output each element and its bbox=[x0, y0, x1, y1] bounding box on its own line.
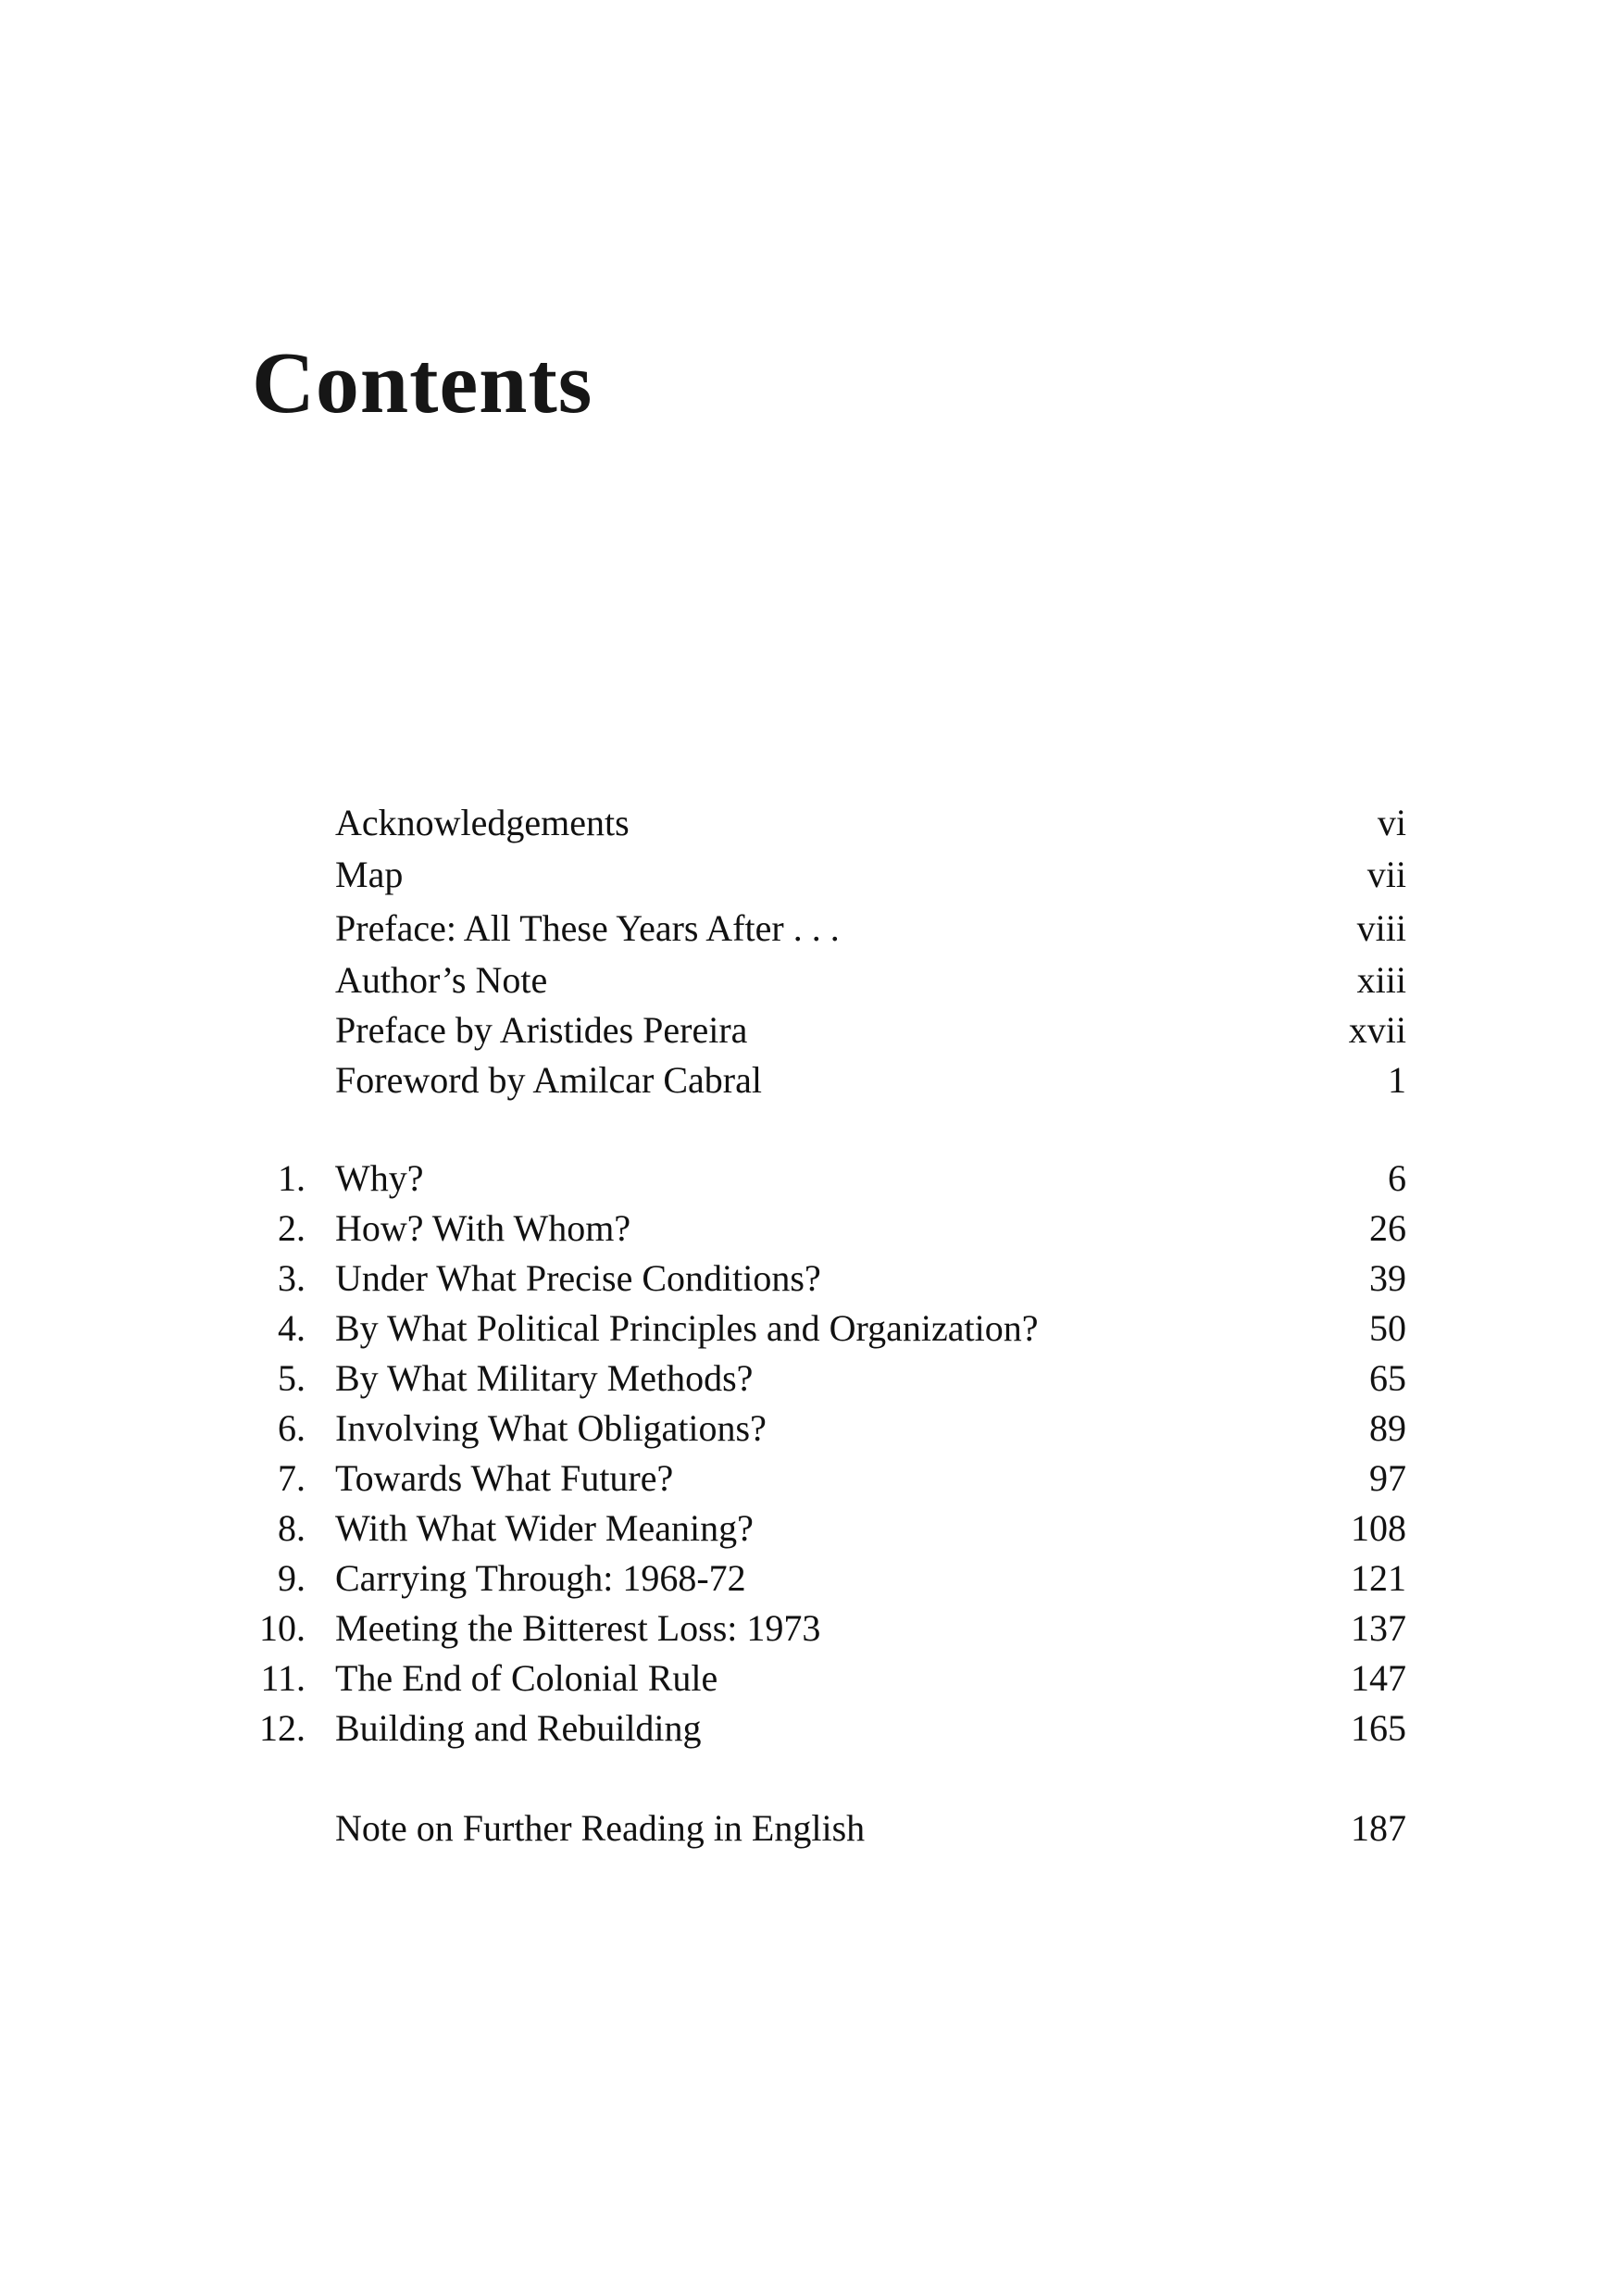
toc-chapter-7[interactable] bbox=[0, 1454, 1622, 1504]
toc-entry-preface-by-aristides-pereira[interactable] bbox=[0, 1005, 1622, 1055]
toc-chapter-1[interactable] bbox=[0, 1154, 1622, 1204]
chapter-number: 11. bbox=[260, 1657, 306, 1699]
toc-chapter-11[interactable] bbox=[0, 1653, 1622, 1703]
chapter-number: 4. bbox=[278, 1307, 306, 1349]
chapter-number: 6. bbox=[278, 1407, 306, 1449]
chapter-page: 97 bbox=[1369, 1457, 1406, 1499]
chapter-number: 8. bbox=[278, 1507, 306, 1549]
chapter-page: 65 bbox=[1369, 1357, 1406, 1399]
entry-page: vi bbox=[1377, 802, 1406, 843]
entry-page: vii bbox=[1366, 854, 1406, 895]
page-title: Contents bbox=[252, 334, 593, 431]
toc-chapter-3[interactable] bbox=[0, 1254, 1622, 1304]
chapter-number: 12. bbox=[259, 1707, 306, 1749]
chapter-title: With What Wider Meaning? bbox=[335, 1507, 754, 1549]
toc-entry-further-reading[interactable] bbox=[0, 1803, 1622, 1853]
entry-title: Author’s Note bbox=[335, 959, 548, 1001]
chapter-number: 9. bbox=[278, 1557, 306, 1599]
chapter-title: The End of Colonial Rule bbox=[335, 1657, 718, 1699]
chapter-title: Towards What Future? bbox=[335, 1457, 674, 1499]
toc-entry-map[interactable] bbox=[0, 850, 1622, 900]
toc-chapter-12[interactable] bbox=[0, 1703, 1622, 1753]
chapter-title: Building and Rebuilding bbox=[335, 1707, 702, 1749]
chapter-page: 165 bbox=[1351, 1707, 1406, 1749]
toc-chapter-2[interactable] bbox=[0, 1204, 1622, 1254]
chapter-title: Under What Precise Conditions? bbox=[335, 1257, 821, 1299]
toc-chapter-8[interactable] bbox=[0, 1504, 1622, 1554]
toc-entry-acknowledgements[interactable] bbox=[0, 798, 1622, 848]
entry-title: Foreword by Amilcar Cabral bbox=[335, 1059, 762, 1101]
chapter-title: By What Military Methods? bbox=[335, 1357, 754, 1399]
chapter-page: 89 bbox=[1369, 1407, 1406, 1449]
chapter-number: 5. bbox=[278, 1357, 306, 1399]
entry-title: Note on Further Reading in English bbox=[335, 1807, 866, 1849]
chapter-number: 7. bbox=[278, 1457, 306, 1499]
chapter-number: 1. bbox=[278, 1157, 306, 1199]
chapter-page: 6 bbox=[1388, 1157, 1406, 1199]
chapter-number: 3. bbox=[278, 1257, 306, 1299]
entry-page: xvii bbox=[1348, 1009, 1406, 1051]
toc-chapter-6[interactable] bbox=[0, 1404, 1622, 1454]
toc-chapter-10[interactable] bbox=[0, 1603, 1622, 1653]
entry-title: Preface: All These Years After . . . bbox=[335, 907, 840, 949]
chapter-number: 2. bbox=[278, 1207, 306, 1249]
chapter-title: By What Political Principles and Organization? bbox=[335, 1307, 1039, 1349]
entry-title: Map bbox=[335, 854, 404, 895]
entry-page: 1 bbox=[1388, 1059, 1406, 1101]
toc-entry-authors-note[interactable] bbox=[0, 955, 1622, 1005]
chapter-page: 39 bbox=[1369, 1257, 1406, 1299]
chapter-title: How? With Whom? bbox=[335, 1207, 631, 1249]
chapter-title: Meeting the Bitterest Loss: 1973 bbox=[335, 1607, 821, 1649]
chapter-page: 137 bbox=[1351, 1607, 1406, 1649]
entry-page: viii bbox=[1356, 907, 1406, 949]
toc-entry-foreword-by-amilcar-cabral[interactable] bbox=[0, 1055, 1622, 1105]
toc-chapter-9[interactable] bbox=[0, 1554, 1622, 1603]
entry-title: Acknowledgements bbox=[335, 802, 630, 843]
chapter-page: 108 bbox=[1351, 1507, 1406, 1549]
entry-page: 187 bbox=[1351, 1807, 1406, 1849]
toc-entry-preface-all-these-years-after[interactable] bbox=[0, 904, 1622, 954]
chapter-title: Why? bbox=[335, 1157, 424, 1199]
chapter-page: 121 bbox=[1351, 1557, 1406, 1599]
chapter-page: 50 bbox=[1369, 1307, 1406, 1349]
chapter-page: 147 bbox=[1351, 1657, 1406, 1699]
chapter-number: 10. bbox=[259, 1607, 306, 1649]
entry-title: Preface by Aristides Pereira bbox=[335, 1009, 748, 1051]
chapter-title: Involving What Obligations? bbox=[335, 1407, 767, 1449]
entry-page: xiii bbox=[1356, 959, 1406, 1001]
toc-chapter-5[interactable] bbox=[0, 1354, 1622, 1404]
toc-chapter-4[interactable] bbox=[0, 1304, 1622, 1354]
chapter-title: Carrying Through: 1968-72 bbox=[335, 1557, 746, 1599]
chapter-page: 26 bbox=[1369, 1207, 1406, 1249]
